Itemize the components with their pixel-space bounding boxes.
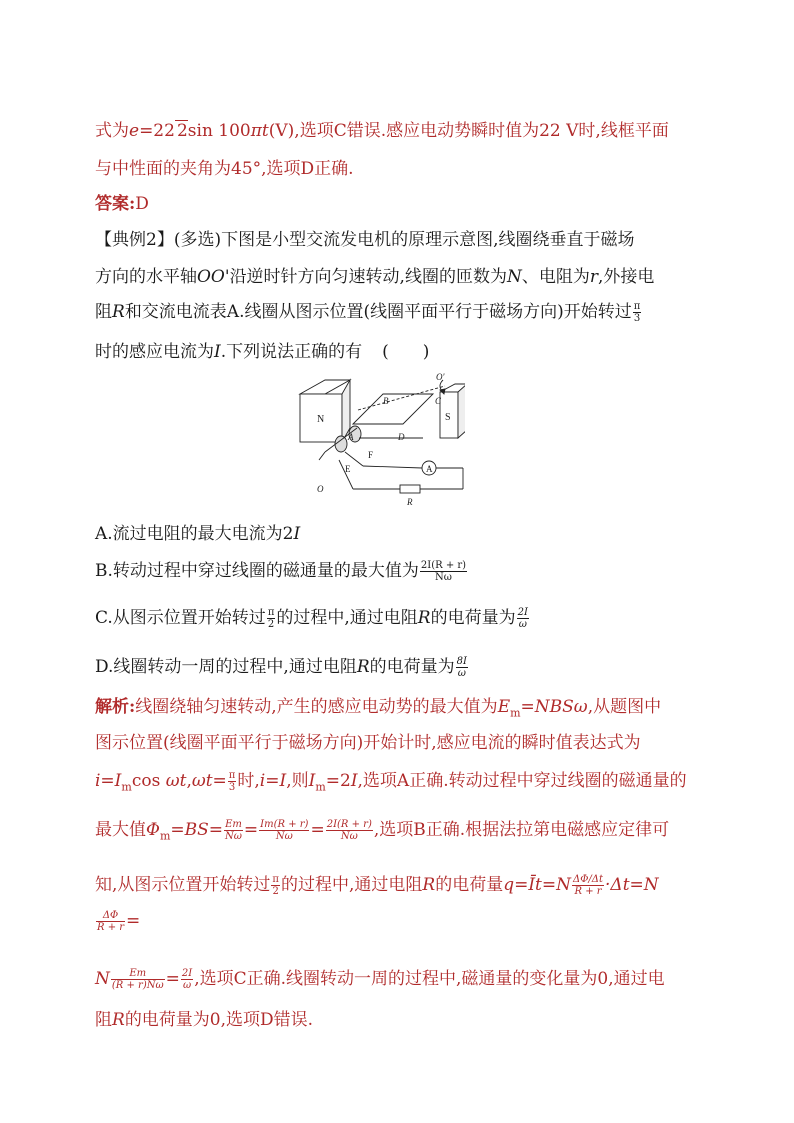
sub: m: [315, 780, 326, 794]
analysis-line-6: [95, 910, 140, 933]
text: i=I: [259, 771, 287, 791]
text: i=I: [95, 771, 122, 791]
answer-line: [95, 189, 149, 214]
text: ,选项C正确.线圈转动一周的过程中,磁通量的变化量为0,通过电: [194, 969, 665, 989]
text: 的电荷量为: [430, 608, 516, 628]
num: π: [633, 301, 641, 312]
fraction: [271, 874, 280, 897]
label-o: O: [317, 484, 324, 494]
num: Em: [225, 819, 242, 830]
example-line-1: [95, 225, 634, 250]
den: R + r: [574, 886, 602, 897]
text: =2: [325, 771, 351, 791]
label-n: N: [317, 414, 325, 425]
text: I: [350, 771, 358, 791]
slip-ring-2: [335, 436, 347, 452]
option-b: [95, 556, 468, 583]
option-a: [95, 519, 300, 544]
sub: m: [121, 780, 132, 794]
text: 的电荷量: [435, 875, 504, 895]
den: ω: [182, 980, 192, 991]
text: 图示位置(线圈平面平行于磁场方向)开始计时,感应电流的瞬时值表达式为: [95, 733, 641, 753]
analysis-line-2: [95, 728, 641, 753]
num: π: [272, 874, 279, 885]
den: ω: [457, 668, 466, 679]
num: Im(R + r): [260, 819, 309, 830]
text: N: [506, 267, 522, 287]
analysis-line-7: [95, 964, 665, 991]
text: 和交流电流表A.线圈从图示位置(线圈平面平行于磁场方向)开始转过: [124, 302, 632, 322]
fraction: [181, 968, 193, 991]
text: R: [417, 608, 431, 628]
num: ΔΦ: [96, 910, 125, 922]
analysis-line-5: [95, 870, 659, 897]
num: 8I: [456, 656, 467, 667]
text: ·Δt=N: [605, 875, 659, 895]
text: e: [129, 121, 140, 141]
analysis-line-4: [95, 815, 669, 842]
text: 时的感应电流为: [95, 342, 214, 362]
text: 阻: [95, 1010, 112, 1030]
text: ωt=: [191, 771, 227, 791]
text: ,外接电: [597, 267, 655, 287]
den: 3: [633, 313, 641, 324]
text: ,选项A正确.转动过程中穿过线圈的磁通量的: [357, 771, 687, 791]
text: =: [520, 697, 535, 717]
fraction: [267, 607, 276, 630]
option-c: [95, 603, 530, 630]
text: I: [308, 771, 316, 791]
text: E: [497, 697, 511, 717]
label-c: C: [435, 396, 442, 406]
den: (R + r)Nω: [111, 980, 164, 991]
magnet-n: [300, 380, 350, 394]
text: 【典例2】(多选)下图是小型交流发电机的原理示意图,线圈绕垂直于磁场: [95, 230, 635, 250]
text: 式为: [95, 121, 129, 141]
example-line-3: [95, 297, 642, 324]
num: Em: [111, 968, 165, 980]
label-f: F: [368, 450, 374, 460]
den: Nω: [435, 572, 452, 583]
fraction: [96, 910, 125, 933]
text: 、电阻为: [521, 267, 590, 287]
text: ,从题图中: [587, 697, 662, 717]
num: 2I: [517, 607, 528, 618]
text: 的电荷量为: [369, 657, 455, 677]
text: 的过程中,通过电阻: [276, 608, 418, 628]
text: C.从图示位置开始转过: [95, 608, 266, 628]
label-a: A: [348, 432, 354, 442]
fraction: [228, 770, 237, 793]
text: (V),选项C错误.感应电动势瞬时值为22 V时,线框平面: [268, 121, 669, 141]
text: ,: [186, 771, 192, 791]
text: sin 100: [187, 121, 251, 141]
sub: m: [510, 706, 521, 720]
label-ammeter: A: [426, 464, 433, 474]
analysis-label: 解析:: [95, 697, 136, 717]
label-o-prime: O': [436, 372, 445, 382]
den: Nω: [275, 831, 293, 842]
sqrt: 2: [176, 121, 188, 141]
text: 的过程中,通过电阻: [280, 875, 423, 895]
text: A.流过电阻的最大电流为2: [95, 524, 294, 544]
text: πt: [250, 121, 269, 141]
den: ω: [518, 619, 527, 630]
prev-line-2: [95, 154, 354, 179]
text: OO': [197, 267, 230, 287]
fraction: [572, 874, 604, 897]
text: R: [112, 302, 125, 322]
text: =: [310, 820, 325, 840]
text: 与中性面的夹角为45°,选项D正确.: [95, 159, 354, 179]
fraction: [326, 819, 373, 842]
num: 2I(R + r): [326, 819, 372, 830]
text: N: [95, 969, 110, 989]
fraction: [111, 968, 165, 991]
text: I: [293, 524, 301, 544]
text: NBSω: [534, 697, 588, 717]
text: .下列说法正确的有: [220, 342, 363, 362]
label-r: R: [407, 497, 413, 507]
fraction: [224, 819, 243, 842]
answer-value: D: [135, 194, 149, 214]
label-e: E: [345, 464, 351, 474]
text: ,选项B正确.根据法拉第电磁感应定律可: [373, 820, 670, 840]
label-s: S: [445, 412, 451, 423]
text: R: [112, 1010, 125, 1030]
text: ,则: [286, 771, 309, 791]
num: 2I(R + r): [420, 560, 467, 571]
num: ΔΦ/Δt: [573, 874, 604, 885]
answer-paren: ( ): [382, 342, 430, 362]
generator-diagram: [295, 372, 465, 507]
analysis-line-1: [95, 692, 661, 719]
example-line-4: [95, 337, 429, 362]
num: π: [267, 607, 275, 618]
text: =: [165, 969, 180, 989]
den: R + r: [97, 922, 125, 933]
den: 3: [228, 782, 236, 793]
text: 阻: [95, 302, 112, 322]
prev-line-1: [95, 116, 669, 141]
text: q=Īt=N: [503, 875, 571, 895]
text: BS=: [184, 820, 224, 840]
text: cos: [131, 771, 166, 791]
fraction: [259, 819, 309, 842]
text: ωt: [165, 771, 187, 791]
text: r: [589, 267, 598, 287]
text: Φ: [146, 820, 160, 840]
den: Nω: [225, 831, 242, 842]
fraction: [633, 301, 642, 324]
example-line-2: [95, 262, 654, 287]
num: 2I: [181, 968, 193, 979]
answer-label: 答案:: [95, 194, 136, 214]
analysis-line-8: [95, 1005, 313, 1030]
text: D.线圈转动一周的过程中,通过电阻: [95, 657, 357, 677]
text: 线圈绕轴匀速转动,产生的感应电动势的最大值为: [135, 697, 498, 717]
analysis-line-3: [95, 766, 687, 793]
text: =: [126, 911, 141, 931]
option-d: [95, 652, 469, 679]
text: =: [243, 820, 259, 840]
text: R: [356, 657, 370, 677]
text: 最大值: [95, 820, 146, 840]
fraction: [456, 656, 468, 679]
sub: m: [159, 829, 171, 843]
text: 时,: [237, 771, 260, 791]
text: I: [214, 342, 221, 362]
fraction: [517, 607, 529, 630]
fraction: [420, 560, 467, 583]
num: π: [228, 770, 236, 781]
text: 方向的水平轴: [95, 267, 197, 287]
den: Nω: [340, 831, 358, 842]
label-d: D: [398, 432, 405, 442]
text: B.转动过程中穿过线圈的磁通量的最大值为: [95, 561, 419, 581]
den: 2: [272, 886, 279, 897]
text: =22: [139, 121, 175, 141]
text: R: [422, 875, 436, 895]
label-b: B: [383, 396, 389, 406]
text: =: [170, 820, 185, 840]
text: 沿逆时针方向匀速转动,线圈的匝数为: [229, 267, 507, 287]
text: 知,从图示位置开始转过: [95, 875, 271, 895]
coil: [353, 394, 433, 424]
den: 2: [267, 619, 275, 630]
text: 的电荷量为0,选项D错误.: [124, 1010, 314, 1030]
resistor: [400, 485, 420, 493]
